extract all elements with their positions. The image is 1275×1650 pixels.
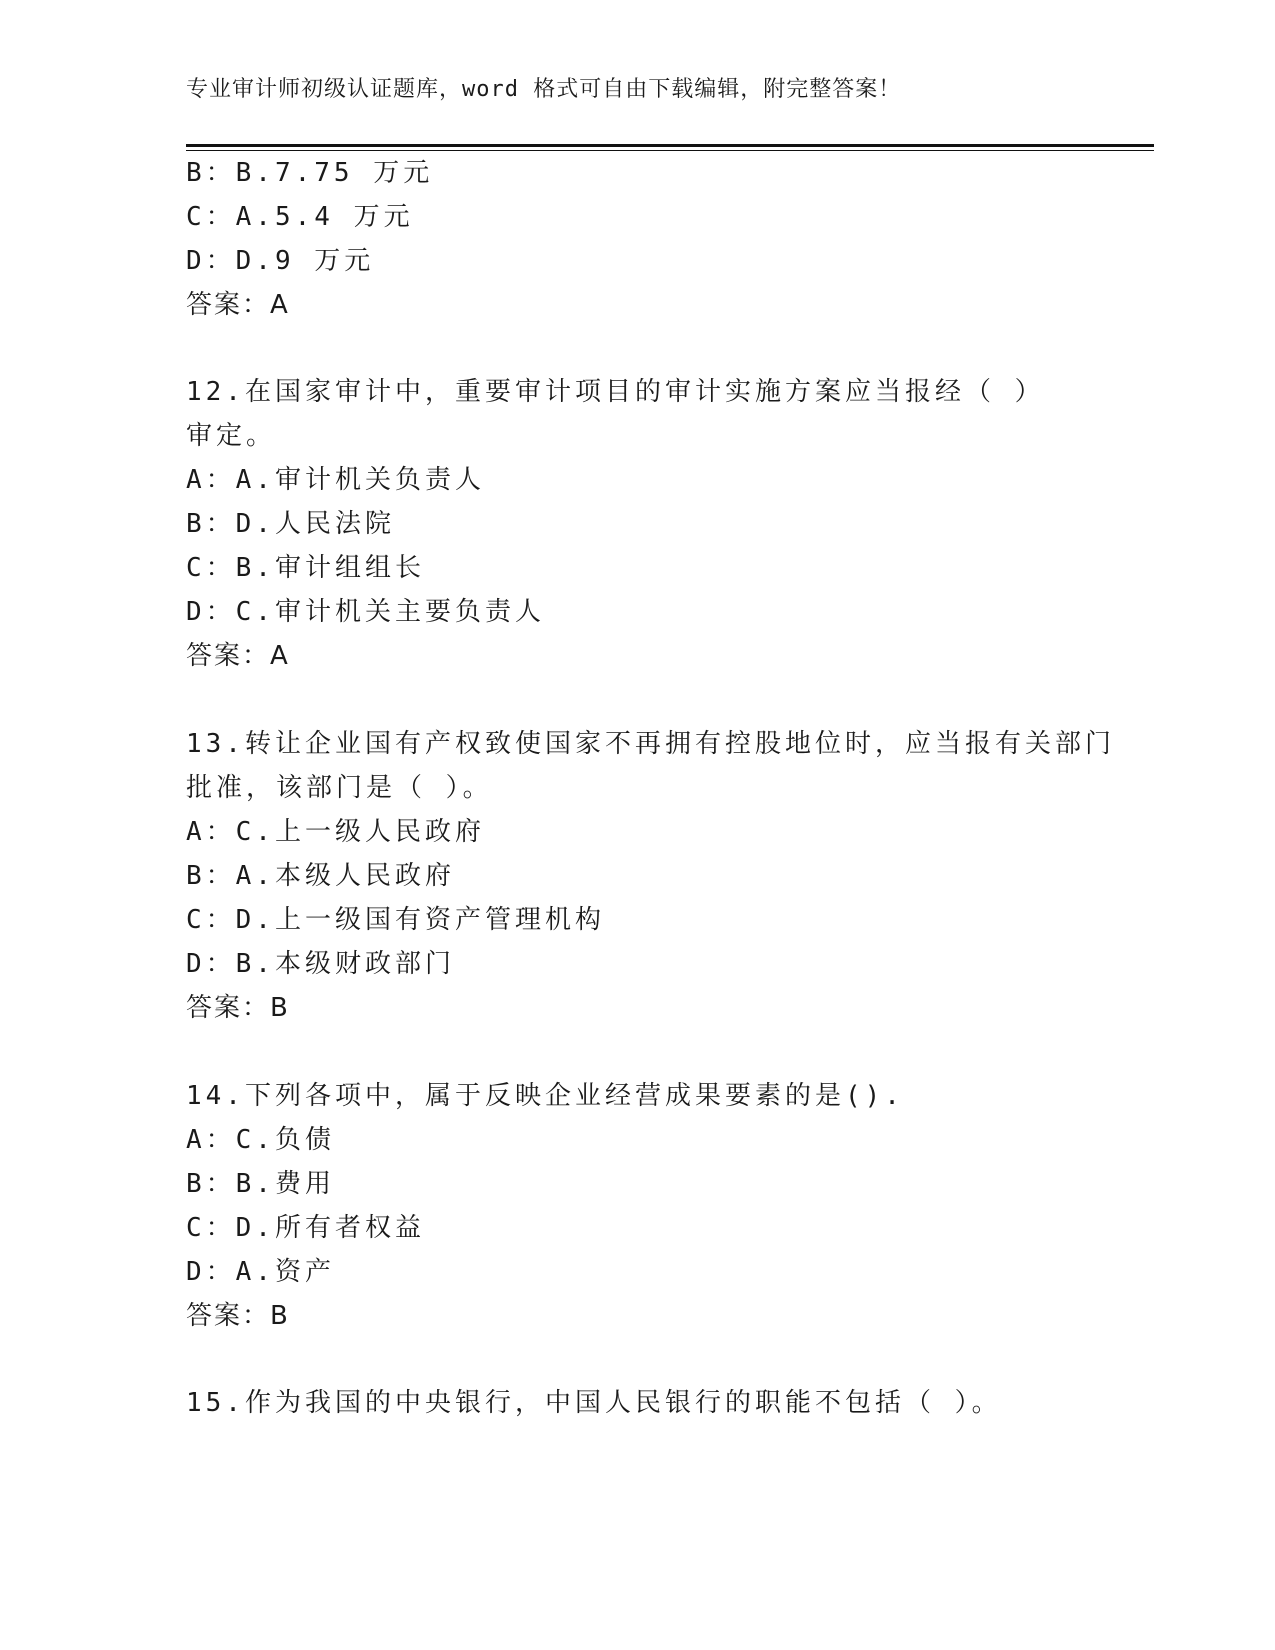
q11-option-b: B：B.7.75 万元 — [186, 158, 434, 188]
q13-option-b: B：A.本级人民政府 — [186, 861, 455, 891]
q11-option-d: D：D.9 万元 — [186, 246, 375, 276]
q14-stem-line1: 14.下列各项中，属于反映企业经营成果要素的是(). — [186, 1081, 904, 1111]
q12-option-b: B：D.人民法院 — [186, 509, 395, 539]
q14-option-c: C：D.所有者权益 — [186, 1213, 425, 1243]
q14-option-a: A：C.负债 — [186, 1125, 335, 1155]
q12-stem-line1: 12.在国家审计中，重要审计项目的审计实施方案应当报经（ ） — [186, 377, 1045, 407]
header-rule-thin — [186, 150, 1154, 151]
q13-option-c: C：D.上一级国有资产管理机构 — [186, 905, 605, 935]
q12-option-d: D：C.审计机关主要负责人 — [186, 597, 545, 627]
q14-answer: 答案：B — [186, 1301, 290, 1331]
q11-answer: 答案：A — [186, 290, 290, 320]
q13-option-a: A：C.上一级人民政府 — [186, 817, 485, 847]
q13-stem-line2: 批准，该部门是（ ）。 — [186, 773, 493, 803]
q13-option-d: D：B.本级财政部门 — [186, 949, 455, 979]
q12-answer: 答案：A — [186, 641, 290, 671]
q12-option-a: A：A.审计机关负责人 — [186, 465, 485, 495]
q14-option-b: B：B.费用 — [186, 1169, 335, 1199]
q14-option-d: D：A.资产 — [186, 1257, 335, 1287]
q13-answer: 答案：B — [186, 993, 290, 1023]
header-rule-thick — [186, 144, 1154, 147]
q13-stem-line1: 13.转让企业国有产权致使国家不再拥有控股地位时，应当报有关部门 — [186, 729, 1115, 759]
q11-option-c: C：A.5.4 万元 — [186, 202, 414, 232]
q15-stem-line1: 15.作为我国的中央银行，中国人民银行的职能不包括（ ）。 — [186, 1388, 1002, 1418]
q12-option-c: C：B.审计组组长 — [186, 553, 425, 583]
q12-stem-line2: 审定。 — [186, 421, 277, 451]
header-note: 专业审计师初级认证题库，word 格式可自由下载编辑，附完整答案！ — [186, 77, 902, 102]
